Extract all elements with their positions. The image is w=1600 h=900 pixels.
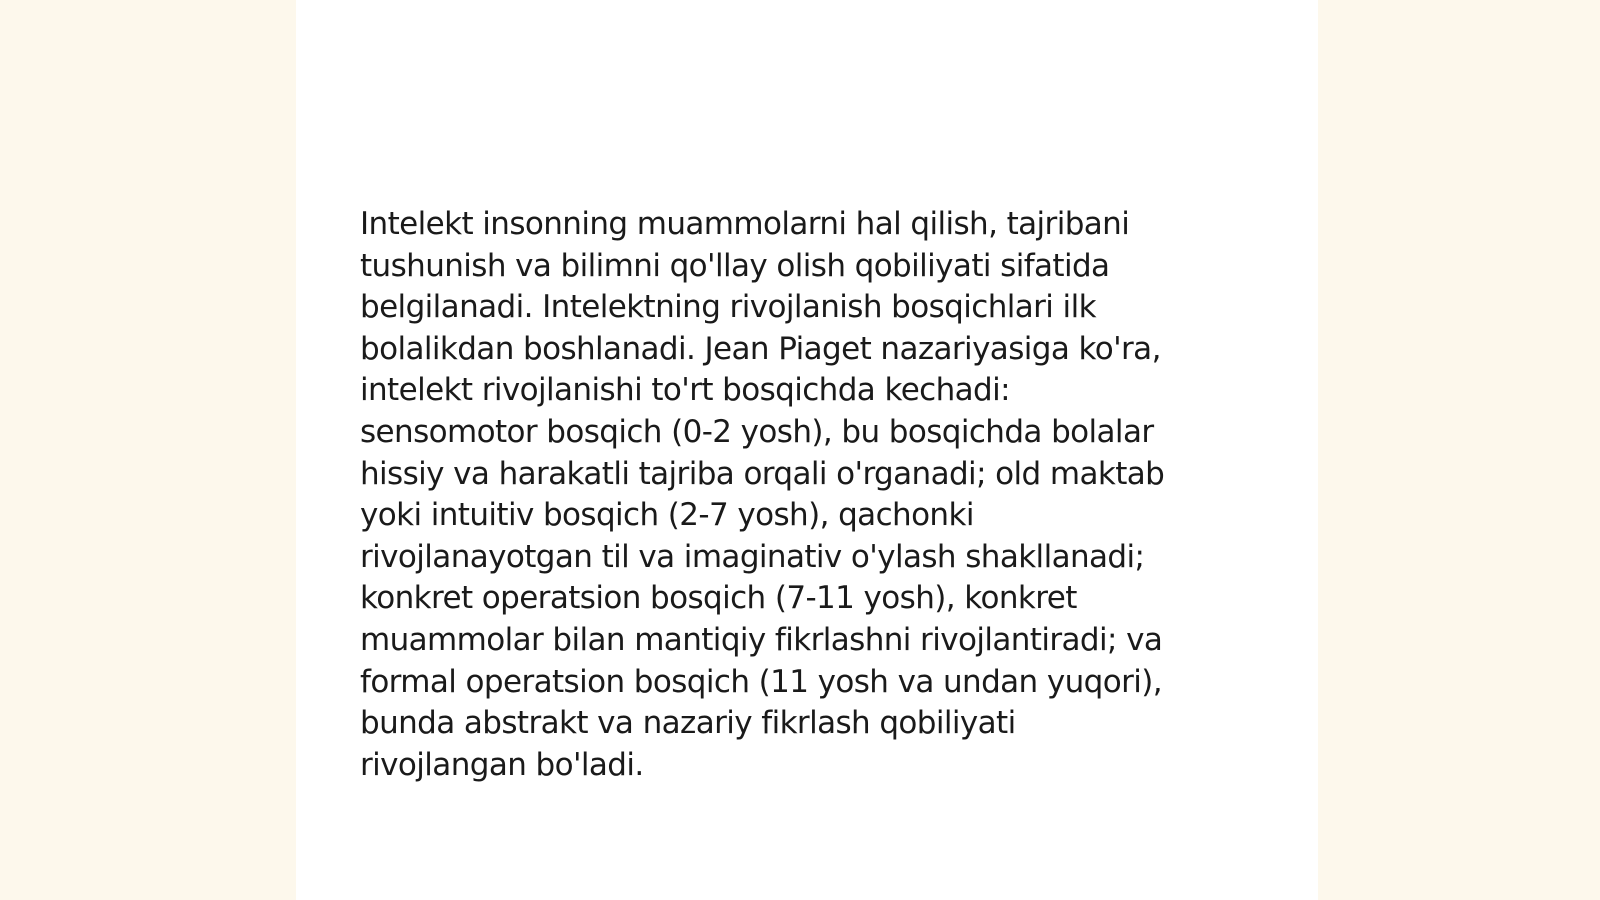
paragraph-line: hissiy va harakatli tajriba orqali o'rganadi; old maktab: [360, 455, 1165, 492]
paragraph-line: rivojlangan bo'ladi.: [360, 746, 644, 783]
body-paragraph: [360, 204, 1260, 786]
paragraph-line: konkret operatsion bosqich (7-11 yosh), konkret: [360, 580, 1077, 617]
paragraph-line: bunda abstrakt va nazariy fikrlash qobiliyati: [360, 705, 1016, 742]
paragraph-line: Intelekt insonning muammolarni hal qilish, tajribani: [360, 206, 1130, 242]
paragraph-line: yoki intuitiv bosqich (2-7 yosh), qachonki: [360, 497, 974, 534]
paragraph-line: belgilanadi. Intelektning rivojlanish bosqichlari ilk: [360, 289, 1096, 326]
paragraph-line: intelekt rivojlanishi to'rt bosqichda kechadi:: [360, 372, 1010, 409]
paragraph-line: tushunish va bilimni qo'llay olish qobiliyati sifatida: [360, 247, 1110, 284]
paragraph-line: formal operatsion bosqich (11 yosh va undan yuqori),: [360, 663, 1162, 700]
paragraph-line: muammolar bilan mantiqiy fikrlashni rivojlantiradi; va: [360, 621, 1163, 658]
paragraph-line: bolalikdan boshlanadi. Jean Piaget nazariyasiga ko'ra,: [360, 330, 1161, 367]
paragraph-line: sensomotor bosqich (0-2 yosh), bu bosqichda bolalar: [360, 413, 1154, 450]
paragraph-line: rivojlanayotgan til va imaginativ o'ylash shakllanadi;: [360, 538, 1145, 575]
document-page: [296, 0, 1318, 900]
